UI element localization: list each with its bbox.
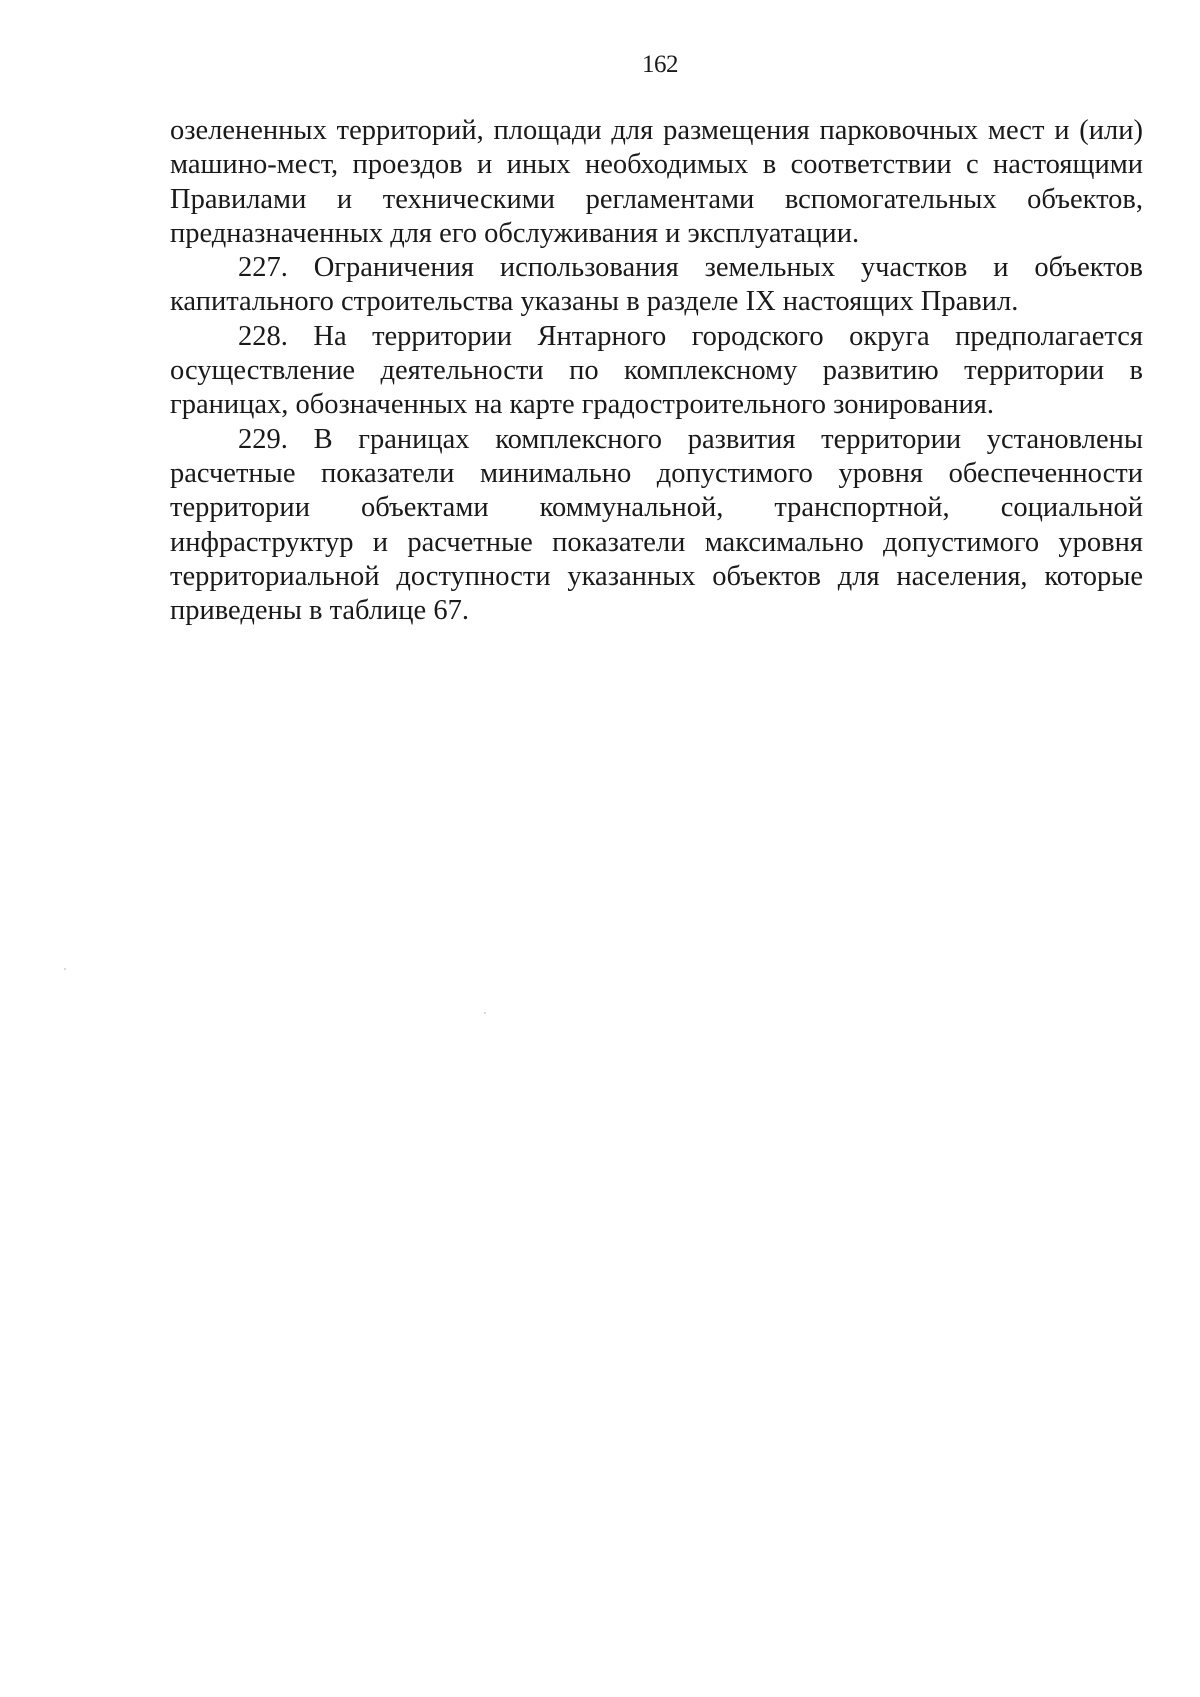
- page-number: 162: [642, 51, 678, 78]
- paragraph-continuation: озелененных территорий, площади для размещения парковочных мест и (или) машино-мест, проездов и иных необходимых в соответствии с настоящими Правилами и техническими регламентами вспомогательных объектов, предназначенных для его обслуживания и эксплуатации.: [170, 115, 1143, 249]
- scan-speck: [484, 1012, 486, 1014]
- scan-speck: [64, 968, 66, 970]
- paragraph-227: 227. Ограничения использования земельных участков и объектов капитального строительства указаны в разделе IX настоящих Правил.: [170, 252, 1143, 318]
- body-text: [170, 114, 1143, 628]
- paragraph-229: 229. В границах комплексного развития территории установлены расчетные показатели минимально допустимого уровня обеспеченности территории объектами коммунальной, транспортной, социальной инфраструктур и расчетные показатели максимально допустимого уровня территориальной доступности указанных объектов для населения, которые приведены в таблице 67.: [170, 423, 1143, 627]
- paragraph-228: 228. На территории Янтарного городского округа предполагается осуществление деятельности по комплексному развитию территории в границах, обозначенных на карте градостроительного зонирования.: [170, 320, 1143, 421]
